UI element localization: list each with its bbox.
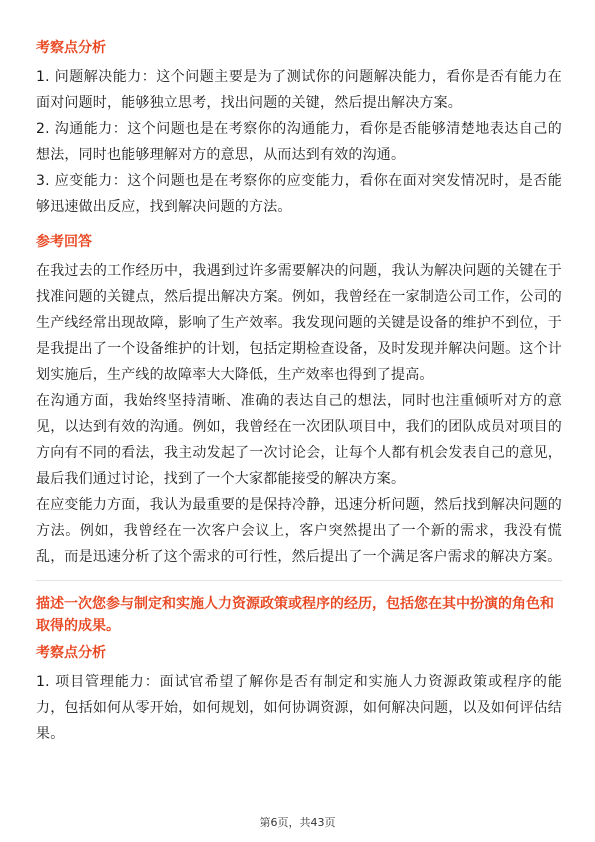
- analysis-heading: 考察点分析: [36, 40, 106, 56]
- spacer: [36, 220, 562, 232]
- answer-paragraph: 在应变能力方面，我认为最重要的是保持冷静，迅速分析问题，然后找到解决问题的方法。例如，我曾经在一次客户会议上，客户突然提出了一个新的需求，我没有慌乱，而是迅速分析了这个需求的可行性，然后提出了一个满足客户需求的解决方案。: [36, 497, 562, 565]
- analysis-item: 1. 问题解决能力：这个问题主要是为了测试你的问题解决能力，看你是否有能力在面对问题时，能够独立思考，找出问题的关键，然后提出解决方案。: [36, 69, 562, 111]
- analysis-item: 3. 应变能力：这个问题也是在考察你的应变能力，看你在面对突发情况时，是否能够迅速做出反应，找到解决问题的方法。: [36, 173, 562, 215]
- analysis-item: 2. 沟通能力：这个问题也是在考察你的沟通能力，看你是否能够清楚地表达自己的想法，同时也能够理解对方的意思，从而达到有效的沟通。: [36, 121, 562, 163]
- section-divider: [36, 580, 562, 581]
- page-content: [36, 38, 562, 747]
- analysis-item: 1. 项目管理能力：面试官希望了解你是否有制定和实施人力资源政策或程序的能力，包括如何从零开始，如何规划，如何协调资源，如何解决问题，以及如何评估结果。: [36, 674, 562, 742]
- answer-paragraph: 在我过去的工作经历中，我遇到过许多需要解决的问题，我认为解决问题的关键在于找准问题的关键点，然后提出解决方案。例如，我曾经在一家制造公司工作，公司的生产线经常出现故障，影响了生产效率。我发现问题的关键是设备的维护不到位，于是我提出了一个设备维护的计划，包括定期检查设备，及时发现并解决问题。这个计划实施后，生产线的故障率大大降低，生产效率也得到了提高。: [36, 263, 562, 383]
- page-number: 第6页，共43页: [259, 816, 336, 829]
- answer-paragraph: 在沟通方面，我始终坚持清晰、准确的表达自己的想法，同时也注重倾听对方的意见，以达到有效的沟通。例如，我曾经在一次团队项目中，我们的团队成员对项目的方向有不同的看法，我主动发起了一次讨论会，让每个人都有机会发表自己的意见，最后我们通过讨论，找到了一个大家都能接受的解决方案。: [36, 393, 562, 487]
- interview-question: 描述一次您参与制定和实施人力资源政策或程序的经历，包括您在其中扮演的角色和取得的成果。: [36, 596, 554, 634]
- analysis-heading: 考察点分析: [36, 645, 106, 661]
- answer-heading: 参考回答: [36, 234, 92, 250]
